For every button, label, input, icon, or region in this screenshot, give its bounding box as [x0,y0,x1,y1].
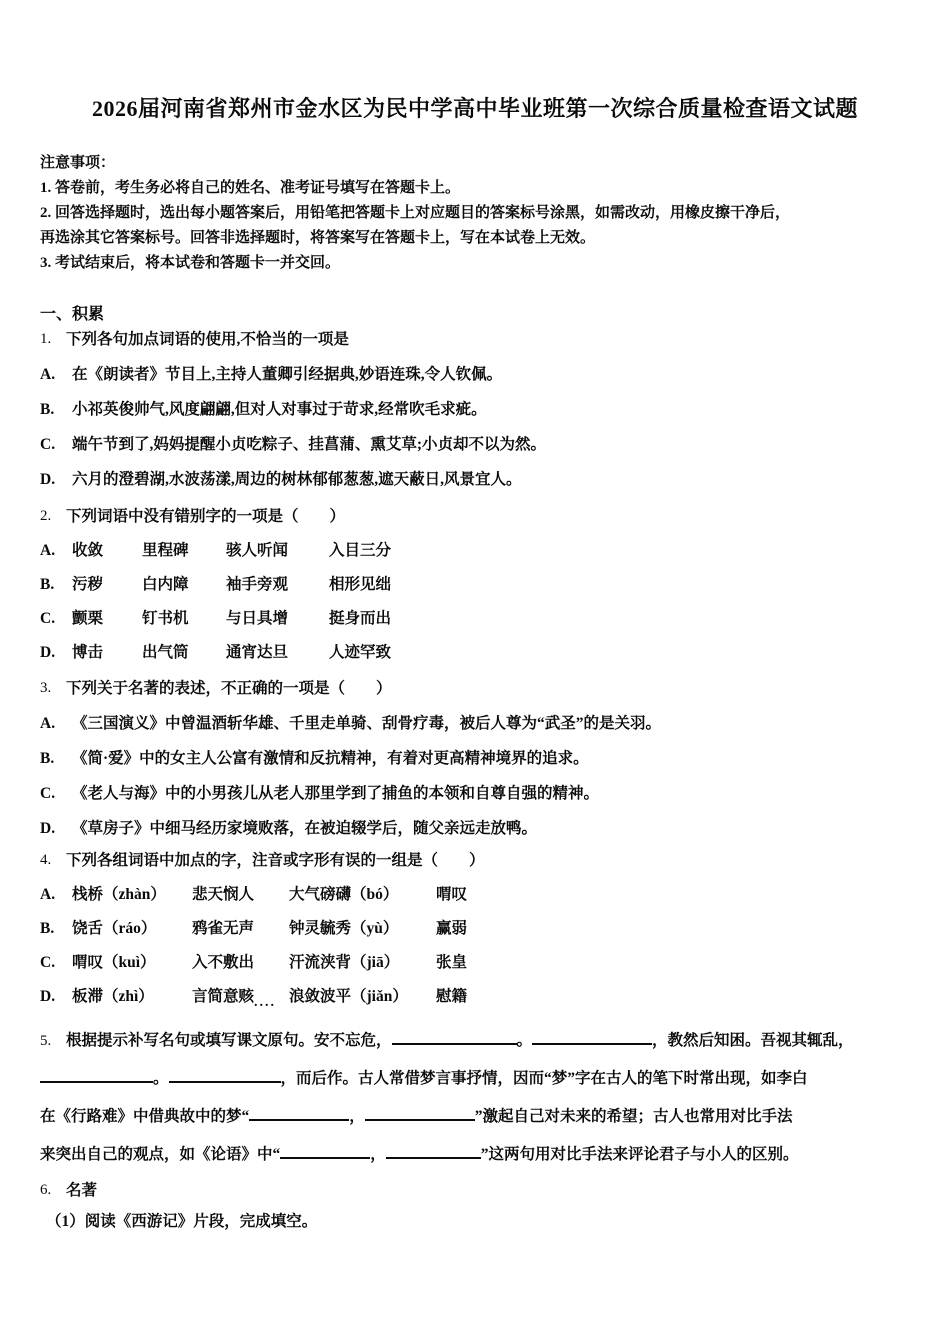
fill-blank-segment: ，教然后知困。吾视其辄乱， [652,1032,854,1049]
word-cell: 栈桥（zhàn） [72,886,166,903]
fill-blank-segment: ，而后作。古人常借梦言事抒情，因而“梦”字在古人的笔下时常出现，如李白 [280,1070,808,1087]
question-2-option-c [40,606,910,631]
question-3-option-a [40,711,910,736]
word-cell: 人迹罕致 [329,644,392,661]
fill-blank-segment: ， [370,1146,386,1163]
page-title: 2026届河南省郑州市金水区为民中学高中毕业班第一次综合质量检查语文试题 [91,96,858,121]
word-cell: 大气磅礴（bó） [289,886,399,903]
question-3-stem [40,676,910,701]
fill-blank-segment: ”激起自己对未来的希望；古人也常用对比手法 [474,1108,793,1125]
emphasis-dots: .... [254,995,277,1010]
question-number: 4. [40,852,52,868]
answer-blank [280,1144,370,1159]
option-label: A. [40,366,56,383]
option-label: B. [40,920,55,937]
word-cell: 钉书机 [142,610,189,627]
question-1-option-b [40,397,910,422]
fill-blank-text [66,1022,910,1060]
word-cell: 赢弱 [436,920,468,937]
question-4-option-d [40,984,910,1010]
word-cell: 博击 [72,644,104,661]
notice-label: 注意事项： [40,155,116,171]
word-cell: 通宵达旦 [226,644,289,661]
word-cell: 骇人听闻 [226,542,289,559]
word-text: 言简意赅 [192,988,255,1005]
option-label: C. [40,610,56,627]
option-label: D. [40,988,56,1005]
option-label: D. [40,644,56,661]
question-stem-text: 下列各组词语中加点的字，注音或字形有误的一组是（ ） [66,852,485,869]
option-text: 《简·爱》中的女主人公富有激情和反抗精神，有着对更高精神境界的追求。 [72,750,589,767]
question-3-option-d [40,816,910,841]
word-cell: 浪敛波平（jiǎn） [289,988,408,1005]
question-stem-text: 下列关于名著的表述，不正确的一项是（ ） [66,680,392,697]
question-stem-text: 下列各句加点词语的使用,不恰当的一项是 [66,331,349,348]
question-4-stem [40,848,910,873]
fill-blank-segment: 在《行路难》中借典故中的梦“ [40,1108,250,1125]
option-label: B. [40,401,55,418]
word-cell: 入不敷出 [192,954,255,971]
option-label: B. [40,750,55,767]
question-1-stem [40,327,910,352]
word-cell: 汗流浃背（jiā） [289,954,400,971]
question-stem-text: 下列词语中没有错别字的一项是（ ） [66,508,346,525]
question-number: 3. [40,680,52,696]
question-5-line-4 [40,1136,910,1174]
notice-item-3: 3. 考试结束后，将本试卷和答题卡一并交回。 [40,255,341,271]
word-cell: 鸦雀无声 [192,920,255,937]
question-4-option-b [40,916,910,941]
question-2-option-a [40,538,910,563]
word-cell: 污秽 [72,576,104,593]
fill-blank-segment: 根据提示补写名句或填写课文原句。安不忘危， [66,1032,392,1049]
question-5-line-1 [40,1022,910,1060]
option-label: A. [40,715,56,732]
word-cell: 饶舌（ráo） [72,920,157,937]
answer-blank [392,1030,517,1045]
question-number: 1. [40,331,52,347]
option-text: 《老人与海》中的小男孩儿从老人那里学到了捕鱼的本领和自尊自强的精神。 [72,785,600,802]
question-1-option-c [40,432,910,457]
option-label: A. [40,886,56,903]
word-cell: 喟叹（kuì） [72,954,156,971]
question-number: 5. [40,1033,52,1049]
word-cell: 张皇 [436,954,468,971]
option-text: 六月的澄碧湖,水波荡漾,周边的树林郁郁葱葱,遮天蔽日,风景宜人。 [72,471,522,488]
word-cell [192,984,289,1010]
section-heading-accumulation: 一、积累 [40,306,105,323]
word-cell: 里程碑 [142,542,189,559]
word-cell: 出气筒 [142,644,189,661]
answer-blank [40,1068,153,1083]
fill-blank-segment: 。 [516,1032,533,1049]
fill-blank-segment: ， [349,1108,365,1125]
answer-blank [249,1106,349,1121]
notice-item-2: 2. 回答选择题时，选出每小题答案后，用铅笔把答题卡上对应题目的答案标号涂黑，如需改动，用橡皮擦干净后， [40,205,791,221]
question-number: 2. [40,508,52,524]
word-cell: 颤栗 [72,610,104,627]
notice-item-1: 1. 答卷前，考生务必将自己的姓名、准考证号填写在答题卡上。 [40,180,461,196]
fill-blank-segment: ”这两句用对比手法来评论君子与小人的区别。 [480,1146,799,1163]
answer-blank [169,1068,281,1083]
fill-blank-segment: 。 [153,1070,169,1087]
word-cell: 白内障 [142,576,189,593]
answer-blank [365,1106,475,1121]
question-5-line-3 [40,1098,910,1136]
question-3-option-c [40,781,910,806]
question-2-option-d [40,640,910,665]
question-1-option-d [40,467,910,492]
option-label: D. [40,471,56,488]
answer-blank [386,1144,481,1159]
word-cell: 相形见绌 [329,576,392,593]
option-label: C. [40,954,56,971]
question-6-part-1: （1）阅读《西游记》片段，完成填空。 [46,1213,318,1230]
question-4-option-c [40,950,910,975]
question-2-option-b [40,572,910,597]
question-6-stem [40,1178,910,1203]
option-text: 小祁英俊帅气,风度翩翩,但对人对事过于苛求,经常吹毛求疵。 [72,401,487,418]
question-number: 6. [40,1182,52,1198]
word-cell: 挺身而出 [329,610,392,627]
word-cell: 板滞（zhì） [72,988,154,1005]
option-text: 在《朗读者》节目上,主持人董卿引经据典,妙语连珠,令人钦佩。 [72,366,503,383]
option-label: D. [40,820,56,837]
word-cell: 喟叹 [436,886,468,903]
word-cell: 钟灵毓秀（yù） [289,920,399,937]
question-4-option-a [40,882,910,907]
option-label: C. [40,436,56,453]
notice-item-2-continued: 再选涂其它答案标号。回答非选择题时，将答案写在答题卡上，写在本试卷上无效。 [40,230,596,246]
option-text: 端午节到了,妈妈提醒小贞吃粽子、挂菖蒲、熏艾草;小贞却不以为然。 [72,436,547,453]
fill-blank-segment: 来突出自己的观点，如《论语》中“ [40,1146,281,1163]
question-2-stem [40,504,910,529]
word-cell: 入目三分 [329,542,392,559]
question-1-option-a [40,362,910,387]
word-cell: 慰籍 [436,988,468,1005]
word-cell: 与日具增 [226,610,289,627]
answer-blank [532,1030,652,1045]
question-stem-text: 名著 [66,1182,98,1199]
option-label: A. [40,542,56,559]
word-cell: 收敛 [72,542,104,559]
option-label: C. [40,785,56,802]
option-text: 《三国演义》中曾温酒斩华雄、千里走单骑、刮骨疗毒，被后人尊为“武圣”的是关羽。 [72,715,662,732]
question-3-option-b [40,746,910,771]
word-cell: 悲天悯人 [192,886,255,903]
question-5-line-2 [40,1060,910,1098]
option-label: B. [40,576,55,593]
option-text: 《草房子》中细马经历家境败落，在被迫辍学后，随父亲远走放鸭。 [72,820,538,837]
word-cell: 袖手旁观 [226,576,289,593]
